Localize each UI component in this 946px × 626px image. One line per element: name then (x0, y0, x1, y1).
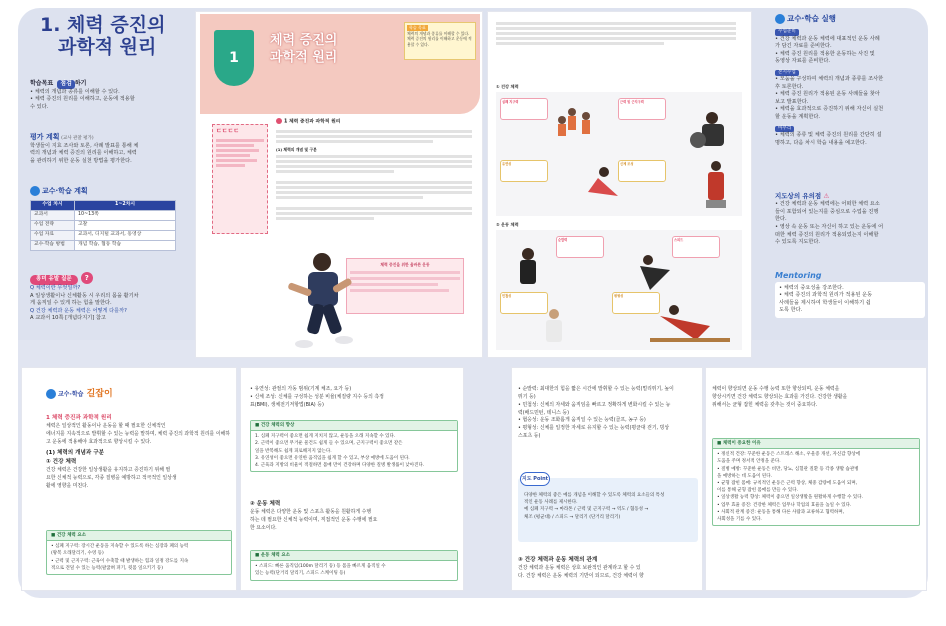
plan-section (30, 186, 180, 251)
label-balance: 평형성 (612, 292, 660, 314)
hero-title: 체력 증진의 과학적 원리 (270, 33, 338, 65)
motor-fitness-heading: ② 운동 체력 (496, 222, 519, 227)
right-page-intro (496, 20, 736, 47)
goals-heading: 학습목표 점검 하기 (30, 80, 87, 87)
tip-box: 체력 증진을 위한 올바른 운동 (346, 258, 464, 314)
label-cardio: 심폐 지구력 (500, 98, 548, 120)
label-agility: 민첩성 (500, 292, 548, 314)
motor-athletes-photos (500, 240, 740, 348)
guide-logo: 교수·학습 길잡이 (46, 388, 113, 401)
lesson-execution: 교수·학습 실행 수업준비 • 건강 체력과 운동 체력에 대표적인 운동 사례 가 담긴 자료를 준비한다. • 체력 증진 원리를 적용한 운동하는 사진 및 동영상 자료를 준비한다. 본시수업 • 모둠을 구성하여 체력의 개념과 종류를 조사한 후 토론한다. • 체력 증진 원리가 적용된 운동 사례들을 찾아 보고 발표한다. • 체력을 효과적으로 증진하기 위해 자신이 실천 할 운동을 계획한다. 마무리 • 체력의 종류 및 체력 증진의 원리를 간단히 설 명하고, 다음 차시 학습 내용을 예고한다. (775, 14, 884, 146)
goal-item: • 체력 증진의 원리를 이해하고, 운동에 적용할 (30, 96, 135, 103)
unit-title-line2: 과학적 원리 (58, 36, 157, 58)
guide-col3-bottom: ③ 건강 체력과 운동 체력의 관계 건강 체력과 운동 체력은 상호 보완적인 관계라고 할 수 있 다. 건강 체력은 운동 체력의 기반이 되므로, 건강 체력이 향 (518, 557, 644, 579)
warmup-label: 흥미 유발 질문 (30, 275, 78, 285)
label-strength: 근력 및 근지구력 (618, 98, 666, 120)
goal-item: 수 있다. (30, 103, 49, 110)
textbook-body: 1 체력 증진과 과학적 원리 (1) 체력의 개념 및 구분 (276, 118, 472, 222)
warmup-questions: 흥미 유발 질문 ? Q 체력이란 무엇일까? A 일상생활이나 신체활동 시 우리의 몸을 활기차 게 움직일 수 있게 하는 힘을 말한다. Q 건강 체력과 운동 체력은 어떻게 다를까? A 교과서 10쪽 [개념다지기] 참고 (30, 274, 139, 322)
motor-elements-box: ■ 운동 체력 요소 • 스피드: 빠른 움직임(100m 달리기 등) 등 몸을 빠르게 움직일 수 있는 능력(단거리 달리기, 스피드 스케이팅 등) (250, 550, 458, 581)
step-tag: 본시수업 (775, 70, 799, 77)
teaching-point-box: 다양한 체력의 좋은 예를 개념을 이해할 수 있도록 체력의 요소들의 특성 적인 운동 사례를 제시한다. 예 심폐 지구력 → 마라톤 / 근력 및 근지구력 → 역도 / 협동성 → 체조 (평균대) / 스피드 → 달리기 (단거리 달리기) (518, 478, 698, 542)
eval-plan: 평가 계획 (교사 관찰 평가) 학생들이 지효 조사와 토론, 사례 발표를 통해 체 력의 개념과 체력 증진의 원리를 이해하고, 체력 을 관리하기 위한 운동 실천 방법을 평가한다. (30, 133, 139, 164)
step-tag: 마무리 (775, 126, 794, 133)
guide-col4-top: 체력이 향상되면 운동 수행 능력 또한 향상되며, 운동 체력을 향상시키면 건강 체력도 향상되는 효과를 가진다. 건강한 생활을 위해서는 균형 잡힌 체력을 갖추는 것이 중요하다. (712, 386, 848, 408)
goal-item: • 체력의 개념과 종류를 이해할 수 있다. (30, 88, 120, 95)
teaching-cautions: 지도상의 유의점 ⚠ • 건강 체력과 운동 체력에는 어떠한 체력 요소 들이 포함되어 있는지를 중심으로 수업을 진행 한다. • 영상 속 운동 또는 자신이 하고 있는 운동에 어 떠한 체력 증진의 원리가 적용되었는지 이해할 수 있도록 지도한다. (775, 192, 884, 246)
question-icon: ? (81, 272, 93, 284)
guide-col3-top: • 순발력: 최대한의 힘을 짧은 시간에 발휘할 수 있는 능력(멀리뛰기, 높이 뛰기 등) • 민첩성: 신체의 자세와 움직임을 빠르고 정확하게 변화시킬 수 있는 능 력(배드민턴, 테니스 등) • 협응성: 운동 조화롭게 움직일 수 있는 능력(골프, 농구 등) • 평형성: 신체를 일정한 자세로 유지할 수 있는 능력(평균대 걷기, 빙상 스포츠 등) (518, 386, 674, 440)
health-fitness-heading: ① 건강 체력 (496, 84, 519, 89)
sidebar-note: ㄷㄷㄷㄷ (212, 124, 268, 234)
guide-col1: 1 체력 증진과 과학적 원리 체력은 일상적인 활동이나 운동을 할 때 필요한 신체적인 에너지를 지속적으로 발휘할 수 있는 능력을 말하며, 체력 증진의 과학적 원리를 이해하 고 운동에 적용해야 효과적으로 향상시킬 수 있다. (1) 체력의 개념과 구분 ① 건강 체력 건강 체력은 건강한 일상생활을 유지하고 증진하기 위해 필 요한 신체적 능력으로, 각종 질병을 예방하고 적극적인 일상생 활에 영향을 미친다. (46, 415, 231, 490)
teaching-logo-icon (46, 389, 56, 399)
label-body-comp: 신체 조성 (618, 160, 666, 182)
learning-goals (30, 80, 180, 111)
athlete-photo (270, 248, 360, 354)
label-speed: 스피드 (672, 236, 720, 258)
guide-col2-top: • 유연성: 관절의 가동 범위(기계 체조, 요가 등) • 신체 조성: 신체를 구성하는 성분 비율(체질량 지수 등의 측정 표(BMI), 생체전기저항법(BIA) 등) (250, 386, 384, 408)
plan-table: 수업 차시 1~2차시 교과서 10~13쪽 수업 전략 고찰 수업 자료 교과서, 디지털 교과서, 동영상 교수·학습 방법 개념 학습, 협동 학습 (30, 200, 176, 251)
mentoring: Mentoring • 체력의 중요성을 강조한다. • 체력 증진의 과학적 원리가 적용된 운동 사례들을 제시하여 학생들이 이해하기 쉽 도록 한다. (775, 270, 925, 318)
teaching-point-badge: 지도 Point (520, 472, 550, 486)
chapter-badge: 1 (214, 30, 254, 86)
teaching-logo-icon (30, 186, 40, 196)
eval-plan-title: 평가 계획 (30, 133, 60, 141)
mentoring-title: Mentoring (775, 271, 822, 280)
section-marker-icon (276, 118, 282, 124)
warning-icon: ⚠ (823, 192, 830, 200)
plan-logo: 교수·학습 계획 (42, 187, 88, 195)
unit-title (40, 14, 190, 58)
guide-col2-mid: ② 운동 체력 운동 체력은 다양한 운동 및 스포츠 활동을 원활하게 수행 하는 데 필요한 신체적 능력이며, 직접적인 운동 수행에 필요 한 요소이다. (250, 501, 378, 531)
health-athletes-photos (548, 96, 740, 214)
step-tag: 수업준비 (775, 29, 799, 36)
objective-box: 학습 목표 체력의 개념과 종류를 이해할 수 있다. 체력 증진의 원리를 이해하고 운동에 적용할 수 있다. (404, 22, 476, 60)
label-flexibility: 유연성 (500, 160, 548, 182)
label-power: 순발력 (556, 236, 604, 258)
health-elements-box: ■ 건강 체력 요소 • 심폐 지구력: 장시간 운동을 지속할 수 있도록 하는 심장과 폐의 능력 (왕복 오래달리기, 수영 등) • 근력 및 근지구력: 근육이 수축할 때 발생하는 힘과 일정 강도를 지속 적으로 견딜 수 있는 능력(팔굽혀 펴기, 윗몸 일으키기 등) (46, 530, 232, 575)
health-improvement-box: ■ 건강 체력의 향상 1. 심폐 지구력이 좋으면 쉽게 지치지 않고, 운동을 오래 지속할 수 있다. 2. 근력이 좋으면 무거운 물건도 쉽게 들 수 있으며, 근지구력이 좋으면 같은 일을 반복해도 쉽게 피로해지지 않는다. 3. 유연성이 좋으면 유연한 움직임을 쉽게 할 수 있고, 부상 예방에 도움이 된다. 4. 근육과 지방의 비율이 적절하면 몸매 만이 건강하며 다양한 질병 발생률이 낮아진다. (250, 420, 458, 472)
unit-title-line1: 1. 체력 증진의 (40, 14, 166, 36)
guide-section1-title: 1 체력 증진과 과학적 원리 (46, 415, 112, 421)
why-fitness-box: ■ 체력이 중요한 이유 • 정신적 건강: 꾸준한 운동은 스트레스 해소, 우울증 개선, 자신감 향상에 도움을 주며 정서적 안정을 준다. • 질병 예방: 꾸준한 운동은 비만, 당뇨, 심혈관 질환 등 각종 생활 습관병 을 예방하는 데 도움이 된다. • 균형 잡힌 몸매: 규칙적인 운동은 근력 향상, 체중 감량에 도움이 되며, 이를 통해 균형 잡힌 몸매를 만들 수 있다. • 일상생활 능력 향상: 체력이 좋으면 일상생활을 원활하게 수행할 수 있다. • 업무 효율 증진: 건강한 체력은 업무나 학업의 효율을 높일 수 있다. • 사회적 관계 증진: 운동을 통해 다른 사람과 교류하고 협력하며, 사회성을 기를 수 있다. (712, 438, 920, 526)
teaching-logo-icon (775, 14, 785, 24)
